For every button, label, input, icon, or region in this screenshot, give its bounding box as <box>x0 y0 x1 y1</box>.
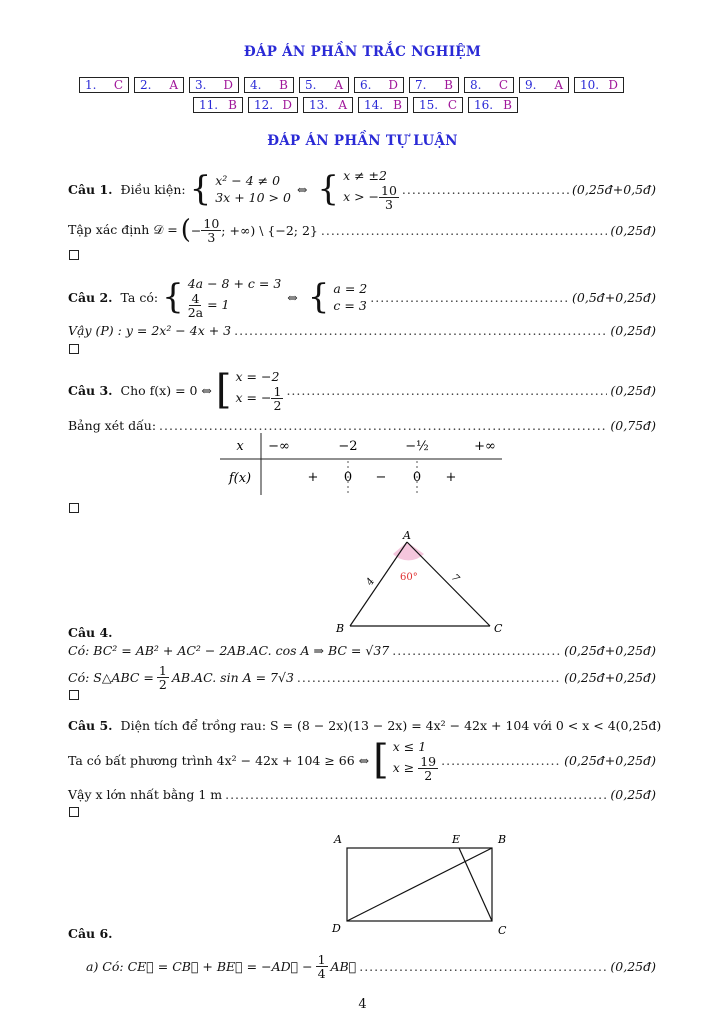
segment-ec <box>459 848 492 921</box>
mc-answer-row-1 <box>79 77 629 93</box>
mc-answer-letter: A <box>338 98 347 112</box>
q2-system-2 <box>333 280 367 314</box>
mc-question-number: 16. <box>474 98 494 112</box>
q4-points-2: (0,25đ+0,25đ) <box>564 669 656 685</box>
q4-points-1: (0,25đ+0,25đ) <box>564 642 656 658</box>
q5-line-1 <box>68 716 662 734</box>
q4-line-2 <box>68 662 656 692</box>
dot-leader <box>286 383 607 398</box>
q3-table-line <box>68 416 656 434</box>
mc-answer-cell <box>79 77 129 93</box>
qed-square <box>69 690 79 700</box>
rectangle-figure <box>328 828 518 940</box>
mc-answer-cell <box>464 77 514 93</box>
mc-answer-letter: C <box>113 78 123 92</box>
mc-answer-cell <box>248 97 298 113</box>
mc-question-number: 1. <box>85 78 97 92</box>
q1-points-2: (0,25đ) <box>610 222 656 238</box>
q2-label: Câu 2. <box>68 289 113 305</box>
q5-solution-b <box>393 755 438 782</box>
mc-question-number: 8. <box>470 78 482 92</box>
denominator: 2a <box>187 305 204 320</box>
triangle-figure <box>330 528 510 638</box>
q4-area-pre: Có: S△ABC = <box>68 669 154 685</box>
mc-question-number: 6. <box>360 78 372 92</box>
qed-square <box>69 503 79 513</box>
numerator: 10 <box>381 183 397 198</box>
q3-root-b-pre: x = − <box>235 390 272 405</box>
mc-question-number: 12. <box>254 98 274 112</box>
mc-answer-cell <box>244 77 294 93</box>
mc-answer-cell <box>413 97 463 113</box>
dot-leader <box>321 223 608 238</box>
minus-sign: − <box>190 222 202 238</box>
mc-answer-cell <box>468 97 518 113</box>
q6-part-a <box>86 950 656 982</box>
mc-question-number: 7. <box>415 78 427 92</box>
q5-solution-a: x ≤ 1 <box>392 739 427 754</box>
q1-condition-line <box>68 166 656 212</box>
left-paren: ( <box>180 215 191 245</box>
numerator: 1 <box>273 384 282 399</box>
qed-square <box>69 344 79 354</box>
mc-answer-cell <box>354 77 404 93</box>
q5-area-text: Diện tích để trồng rau: S = (8 − 2x)(13 − 2x) = 4x² − 42x + 104 với 0 < x < 4(0,25đ) <box>120 717 662 733</box>
left-bracket: [ <box>215 367 232 413</box>
q4-bc-formula: Có: BC² = AB² + AC² − 2AB.AC. cos A ⇒ BC = √37 <box>68 642 390 658</box>
side-ac <box>407 542 490 626</box>
q3-roots <box>236 368 284 412</box>
mc-question-number: 5. <box>305 78 317 92</box>
mc-answer-row-2 <box>193 97 523 113</box>
mc-answer-letter: D <box>223 78 233 92</box>
mc-answer-heading: ĐÁP ÁN PHẦN TRẮC NGHIỆM <box>243 44 482 60</box>
q2-conclusion: Vậy (P) : y = 2x² − 4x + 3 <box>68 322 232 338</box>
mc-question-number: 3. <box>195 78 207 92</box>
q2-sys1-b <box>188 292 282 319</box>
mc-answer-cell <box>193 97 243 113</box>
vertex-a-label: A <box>403 529 411 542</box>
sign-table-sign: 0 <box>412 470 422 485</box>
mc-answer-letter: D <box>608 78 618 92</box>
q3-intro: Cho f(x) = 0 ⇔ <box>120 382 212 398</box>
q2-sys2-b: c = 3 <box>333 298 367 313</box>
q5-line-3 <box>68 785 656 803</box>
q2-system-1 <box>188 275 282 319</box>
sign-table <box>220 433 502 495</box>
mc-answer-cell <box>303 97 353 113</box>
mc-answer-cell <box>409 77 459 93</box>
vertex-b-label: B <box>336 622 345 635</box>
q6-points: (0,25đ) <box>610 958 656 974</box>
equivalent-symbol: ⇔ <box>287 289 298 305</box>
sign-table-x-val: −∞ <box>268 439 290 454</box>
mc-answer-letter: B <box>503 98 512 112</box>
q3-roots-line <box>68 367 656 413</box>
mc-answer-cell <box>358 97 408 113</box>
side-ab <box>350 542 407 626</box>
qed-square <box>69 807 79 817</box>
q6-label: Câu 6. <box>68 925 113 941</box>
q3-label: Câu 3. <box>68 382 113 398</box>
dot-leader <box>370 290 569 305</box>
dot-leader <box>225 787 607 802</box>
mc-answer-letter: B <box>279 78 288 92</box>
mc-answer-cell <box>574 77 624 93</box>
dot-leader <box>359 959 607 974</box>
vertex-b-label: B <box>498 833 507 846</box>
q5-solutions <box>393 738 438 782</box>
q5-label: Câu 5. <box>68 717 113 733</box>
q4-label-line <box>68 624 656 640</box>
mc-answer-cell <box>189 77 239 93</box>
sign-table-sign: − <box>375 470 387 485</box>
dot-leader <box>297 670 561 685</box>
mc-answer-letter: B <box>393 98 402 112</box>
sign-table-f-label: f(x) <box>228 471 252 486</box>
q1-domain-text: Tập xác định 𝒟 = <box>68 222 178 237</box>
vertex-d-label: D <box>332 922 341 935</box>
q2-sys1-b-rest: = 1 <box>207 297 230 312</box>
q1-system-1 <box>215 172 291 206</box>
q4-area-post: AB.AC. sin A = 7√3 <box>171 669 294 685</box>
q3-points-1: (0,25đ) <box>610 382 656 398</box>
sign-table-sign: + <box>307 470 319 485</box>
q5-line-2 <box>68 737 656 783</box>
denominator: 2 <box>424 768 433 783</box>
numerator: 19 <box>420 754 437 769</box>
angle-sector <box>393 542 424 560</box>
essay-answer-heading: ĐÁP ÁN PHẦN TỰ LUẬN <box>267 133 458 149</box>
mc-question-number: 4. <box>250 78 262 92</box>
mc-question-number: 14. <box>364 98 384 112</box>
q4-label: Câu 4. <box>68 624 113 640</box>
denominator: 2 <box>273 398 282 413</box>
fraction <box>157 664 169 691</box>
q1-system-2 <box>343 167 399 211</box>
dot-leader <box>159 418 607 433</box>
point-e-label: E <box>452 833 461 846</box>
q1-condition-text: Điều kiện: <box>120 181 186 197</box>
fraction <box>418 755 438 782</box>
q1-sys2-b-pre: x > − <box>343 189 380 204</box>
sign-table-x-label: x <box>236 439 244 454</box>
q5-conclusion: Vậy x lớn nhất bằng 1 m <box>68 786 223 802</box>
sign-table-sign: + <box>445 470 457 485</box>
dot-leader <box>234 323 607 338</box>
vertex-a-label: A <box>334 833 342 846</box>
q5-solution-b-pre: x ≥ <box>392 760 415 775</box>
mc-answer-cell <box>134 77 184 93</box>
q6-part-a-pre: a) Có: CE⃗ = CB⃗ + BE⃗ = −AD⃗ − <box>86 958 313 974</box>
mc-answer-letter: B <box>444 78 453 92</box>
mc-answer-letter: A <box>334 78 343 92</box>
q2-sys2-a: a = 2 <box>333 281 368 296</box>
mc-answer-cell <box>519 77 569 93</box>
mc-question-number: 9. <box>525 78 537 92</box>
q3-points-2: (0,75đ) <box>610 417 656 433</box>
q2-sys1-a: 4a − 8 + c = 3 <box>187 276 282 291</box>
mc-question-number: 2. <box>140 78 152 92</box>
mc-answer-letter: D <box>282 98 292 112</box>
mc-question-number: 10. <box>580 78 600 92</box>
sign-table-sign: 0 <box>343 470 353 485</box>
q5-points-3: (0,25đ) <box>610 786 656 802</box>
diagonal-db <box>347 848 492 921</box>
dot-leader <box>402 182 569 197</box>
q3-root-b <box>236 385 284 412</box>
q4-line-1 <box>68 641 656 659</box>
q5-points-2: (0,25đ+0,25đ) <box>564 752 656 768</box>
q1-sys2-b <box>343 184 399 211</box>
equivalent-symbol: ⇔ <box>296 181 308 197</box>
left-brace: { <box>307 277 330 317</box>
left-brace: { <box>189 169 212 209</box>
denominator: 2 <box>158 676 167 692</box>
q1-label: Câu 1. <box>68 181 113 197</box>
left-brace: { <box>317 169 340 209</box>
q1-sys2-a: x ≠ ±2 <box>343 168 387 183</box>
sign-table-x-val: −½ <box>405 439 429 454</box>
left-bracket: [ <box>373 737 389 783</box>
numerator: 4 <box>191 291 200 306</box>
left-brace: { <box>162 277 184 317</box>
sign-table-x-val: −2 <box>338 439 358 454</box>
fraction <box>188 292 203 319</box>
q1-sys1-a: x² − 4 ≠ 0 <box>215 173 281 188</box>
fraction <box>379 184 399 211</box>
denominator: 3 <box>384 197 393 212</box>
vertex-c-label: C <box>498 924 507 937</box>
q1-sys1-b: 3x + 10 > 0 <box>215 190 291 205</box>
page-number: 4 <box>358 997 367 1012</box>
mc-answer-letter: A <box>554 78 563 92</box>
fraction <box>316 953 328 980</box>
vertex-c-label: C <box>494 622 503 635</box>
fraction <box>201 217 221 244</box>
mc-answer-cell <box>299 77 349 93</box>
q2-points-1: (0,5đ+0,25đ) <box>572 289 656 305</box>
numerator: 10 <box>203 215 220 231</box>
q3-table-text: Bảng xét dấu: <box>68 417 157 433</box>
mc-question-number: 15. <box>419 98 439 112</box>
q2-points-2: (0,25đ) <box>610 322 656 338</box>
mc-answer-letter: D <box>388 78 398 92</box>
mc-answer-letter: A <box>169 78 178 92</box>
mc-answer-letter: C <box>447 98 457 112</box>
q2-conclusion-line <box>68 321 656 339</box>
q1-points-1: (0,25đ+0,5đ) <box>572 181 656 197</box>
q6-part-a-post: AB⃗ <box>330 958 357 974</box>
q1-domain-rest: ; +∞) \ {−2; 2} <box>221 222 318 238</box>
q3-root-a: x = −2 <box>235 369 280 384</box>
side-ab-length: 4 <box>364 576 378 588</box>
dot-leader <box>441 753 561 768</box>
q2-system-line <box>68 274 656 320</box>
mc-question-number: 11. <box>199 98 219 112</box>
dot-leader <box>392 643 561 658</box>
numerator: 1 <box>317 951 326 967</box>
qed-square <box>69 250 79 260</box>
numerator: 1 <box>158 662 167 678</box>
sign-table-x-val: +∞ <box>474 439 496 454</box>
mc-question-number: 13. <box>309 98 329 112</box>
side-ac-length: 7 <box>448 572 462 585</box>
q6-label-line <box>68 925 656 941</box>
q5-inequality-text: Ta có bất phương trình 4x² − 42x + 104 ≥ 66 ⇔ <box>68 752 370 768</box>
mc-answer-letter: B <box>228 98 237 112</box>
q2-intro: Ta có: <box>120 289 159 305</box>
mc-answer-letter: C <box>498 78 508 92</box>
q1-domain-line <box>68 212 656 248</box>
angle-label: 60° <box>400 572 418 583</box>
denominator: 4 <box>317 965 326 981</box>
denominator: 3 <box>207 229 216 245</box>
fraction <box>271 385 283 412</box>
